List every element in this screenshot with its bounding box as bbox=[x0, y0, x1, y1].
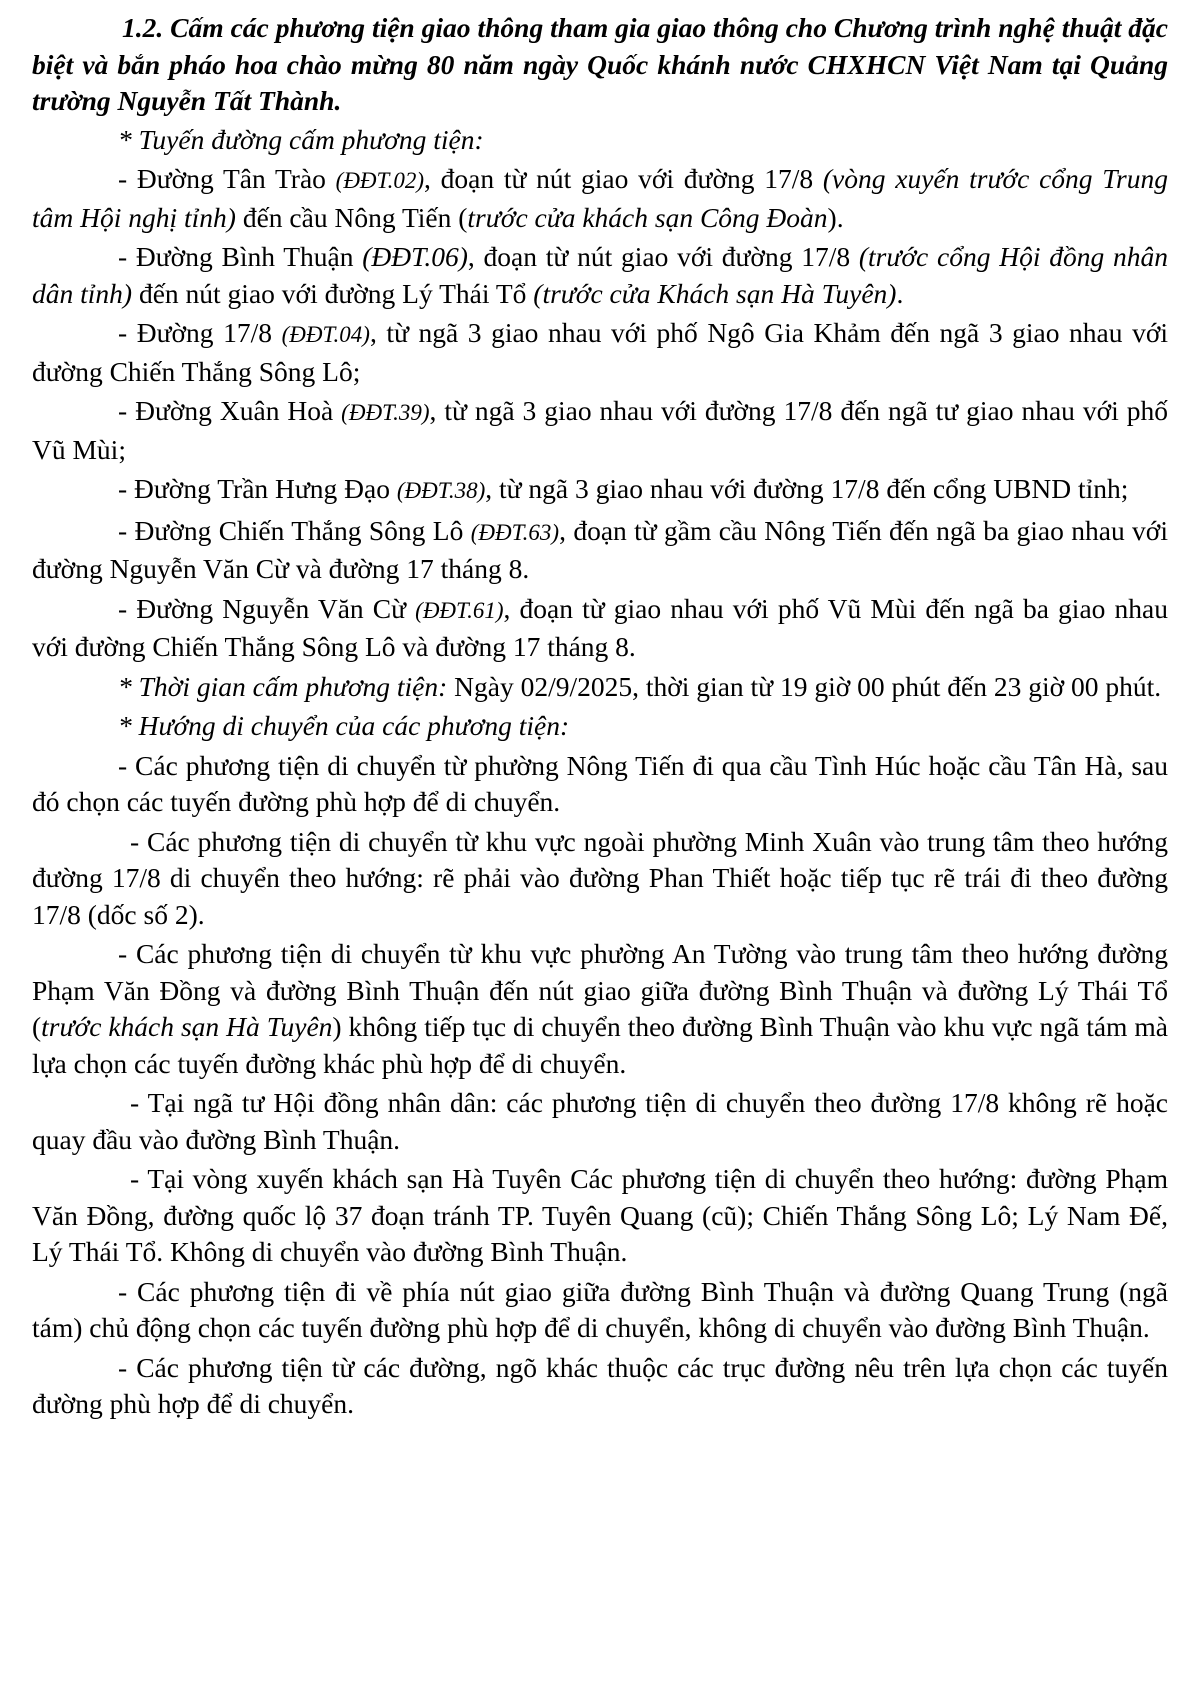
route-item: - Đường Xuân Hoà (ĐĐT.39), từ ngã 3 giao nhau với đường 17/8 đến ngã tư giao nhau với phố Vũ Mùi; bbox=[32, 395, 1168, 465]
direction-item: - Các phương tiện đi về phía nút giao giữa đường Bình Thuận và đường Quang Trung (ngã tám) chủ động chọn các tuyến đường phù hợp để di chuyển, không di chuyển vào đường Bình Thuận. bbox=[32, 1275, 1168, 1343]
direction-item: - Tại ngã tư Hội đồng nhân dân: các phương tiện di chuyển theo đường 17/8 không rẽ hoặc quay đầu vào đường Bình Thuận. bbox=[32, 1087, 1168, 1155]
direction-item: - Các phương tiện di chuyển từ khu vực ngoài phường Minh Xuân vào trung tâm theo hướng đường 17/8 di chuyển theo hướng: rẽ phải vào đường Phan Thiết hoặc tiếp tục rẽ trái đi theo đường 17/8 (dốc số 2). bbox=[32, 825, 1168, 930]
ban-time-label: * Thời gian cấm phương tiện: bbox=[118, 670, 448, 702]
route-item: - Đường Chiến Thắng Sông Lô (ĐĐT.63), đoạn từ gầm cầu Nông Tiến đến ngã ba giao nhau với đường Nguyễn Văn Cừ và đường 17 tháng 8. bbox=[32, 514, 1168, 584]
directions-label: * Hướng di chuyển của các phương tiện: bbox=[118, 710, 570, 741]
route-item: - Đường Trần Hưng Đạo (ĐĐT.38), từ ngã 3 giao nhau với đường 17/8 đến cổng UBND tỉnh; bbox=[118, 473, 1129, 504]
ban-time-value: Ngày 02/9/2025, thời gian từ 19 giờ 00 phút đến 23 giờ 00 phút. bbox=[447, 670, 1162, 702]
direction-item: - Các phương tiện từ các đường, ngõ khác thuộc các trục đường nêu trên lựa chọn các tuyến đường phù hợp để di chuyển. bbox=[32, 1351, 1168, 1419]
route-item: - Đường Nguyễn Văn Cừ (ĐĐT.61), đoạn từ giao nhau với phố Vũ Mùi đến ngã ba giao nhau với đường Chiến Thắng Sông Lô và đường 17 tháng 8. bbox=[32, 592, 1168, 662]
route-item: - Đường 17/8 (ĐĐT.04), từ ngã 3 giao nhau với phố Ngô Gia Khảm đến ngã 3 giao nhau với đường Chiến Thắng Sông Lô; bbox=[32, 317, 1169, 387]
direction-item: - Các phương tiện di chuyển từ phường Nông Tiến đi qua cầu Tình Húc hoặc cầu Tân Hà, sau đó chọn các tuyến đường phù hợp để di chuyển. bbox=[32, 749, 1168, 817]
direction-item: - Các phương tiện di chuyển từ khu vực phường An Tường vào trung tâm theo hướng đường Phạm Văn Đồng và đường Bình Thuận đến nút giao giữa đường Bình Thuận và đường Lý Thái Tổ (trước khách sạn Hà Tuyên) không tiếp tục di chuyển theo đường Bình Thuận vào khu vực ngã tám mà lựa chọn các tuyến đường khác phù hợp để di chuyển. bbox=[32, 938, 1168, 1079]
section-heading: 1.2. Cấm các phương tiện giao thông tham gia giao thông cho Chương trình nghệ thuật đặc biệt và bắn pháo hoa chào mừng 80 năm ngày Quốc khánh nước CHXHCN Việt Nam tại Quảng trường Nguyễn Tất Thành. bbox=[32, 12, 1168, 116]
route-item: - Đường Bình Thuận (ĐĐT.06), đoạn từ nút giao với đường 17/8 (trước cổng Hội đồng nhân dân tỉnh) đến nút giao với đường Lý Thái Tổ (trước cửa Khách sạn Hà Tuyên). bbox=[32, 241, 1168, 309]
routes-label: * Tuyến đường cấm phương tiện: bbox=[118, 123, 484, 155]
direction-item: - Tại vòng xuyến khách sạn Hà Tuyên Các phương tiện di chuyển theo hướng: đường Phạm Văn Đồng, đường quốc lộ 37 đoạn tránh TP. Tuyên Quang (cũ); Chiến Thắng Sông Lô; Lý Nam Đế, Lý Thái Tổ. Không di chuyển vào đường Bình Thuận. bbox=[32, 1163, 1168, 1267]
ban-time bbox=[32, 669, 1168, 706]
route-item: - Đường Tân Trào (ĐĐT.02), đoạn từ nút giao với đường 17/8 (vòng xuyến trước cổng Trung tâm Hội nghị tỉnh) đến cầu Nông Tiến (trước cửa khách sạn Công Đoàn). bbox=[32, 163, 1168, 233]
